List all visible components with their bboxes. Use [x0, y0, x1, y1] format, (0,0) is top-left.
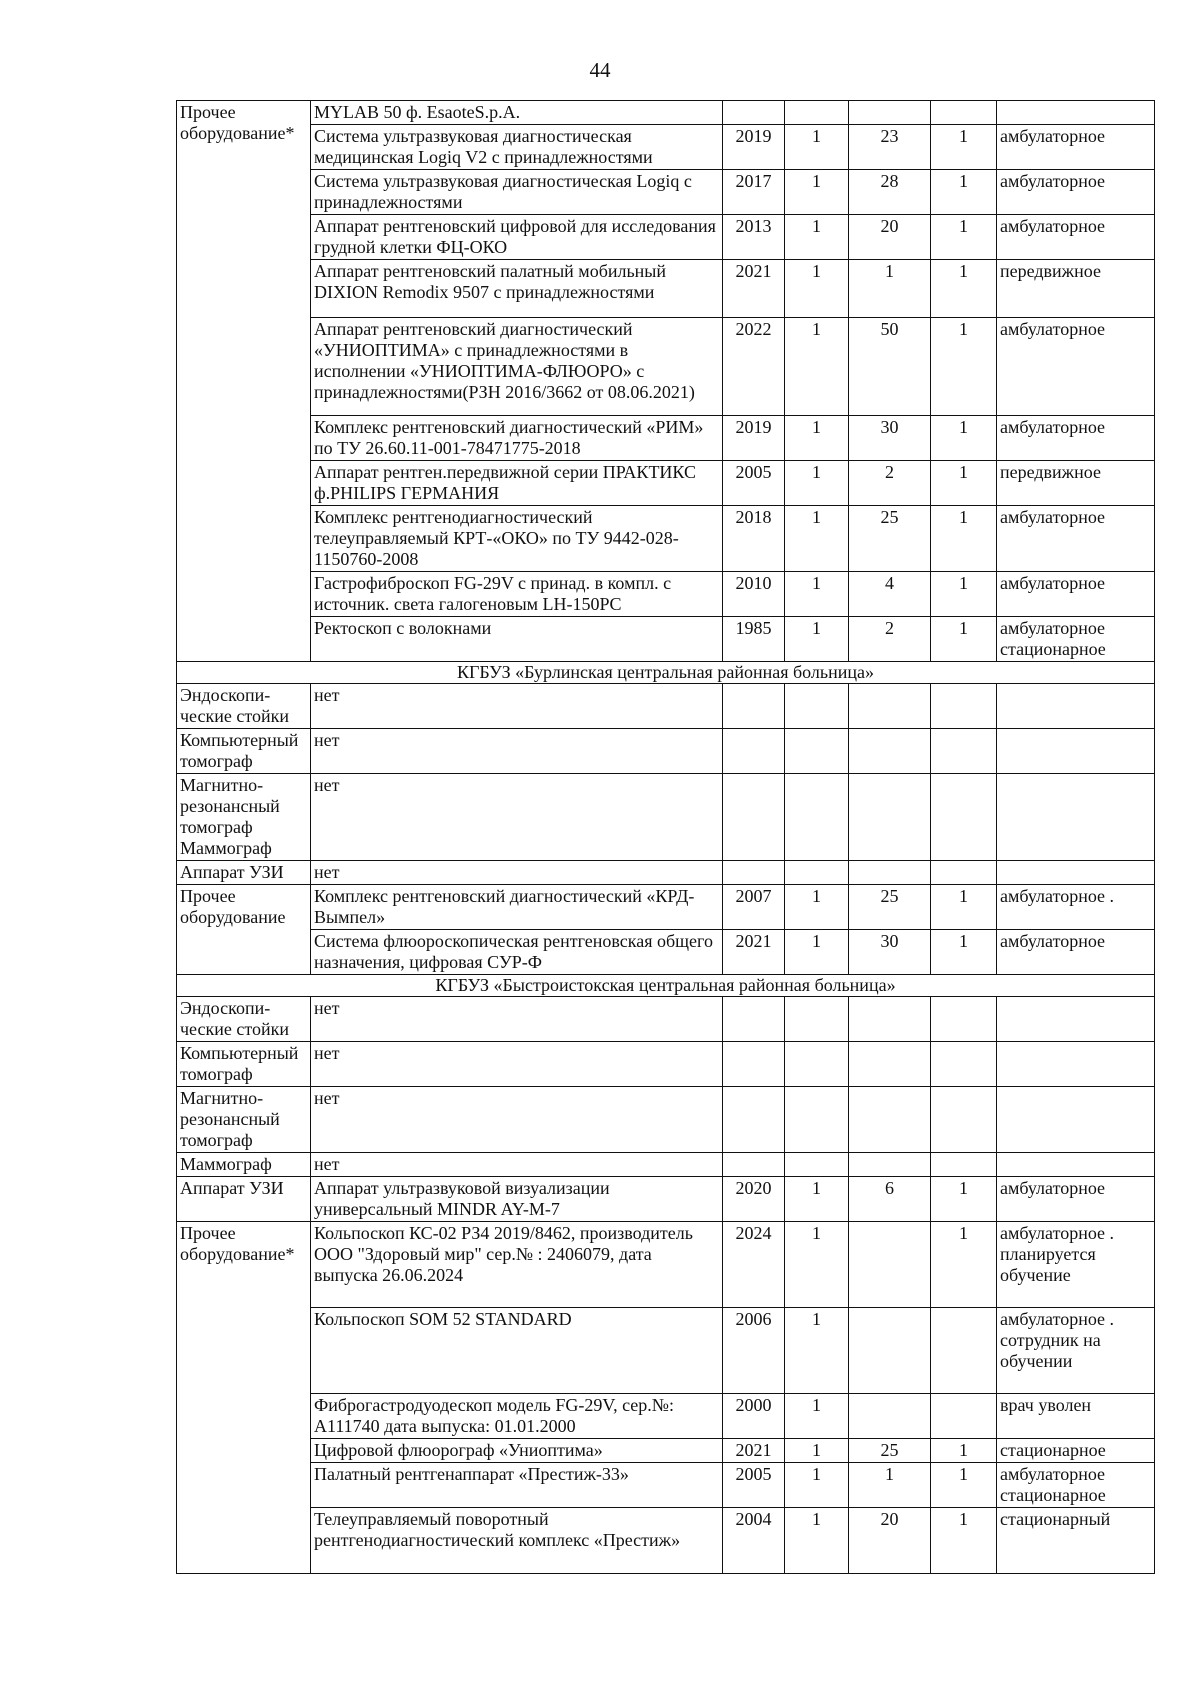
item-usage: врач уволен [997, 1394, 1155, 1439]
item-year [723, 861, 785, 885]
item-name: Телеуправляемый поворотный рентгенодиагностический комплекс «Престиж» [311, 1508, 723, 1574]
item-name: нет [311, 1087, 723, 1153]
item-quantity [785, 861, 849, 885]
table-row [177, 997, 1155, 1042]
table-row [177, 617, 1155, 662]
item-load [849, 101, 931, 125]
item-working: 1 [931, 170, 997, 215]
category-cell: Маммограф [177, 1153, 311, 1177]
item-quantity: 1 [785, 318, 849, 416]
item-year [723, 684, 785, 729]
item-year [723, 774, 785, 861]
item-name: MYLAB 50 ф. EsaoteS.p.A. [311, 101, 723, 125]
item-year: 2010 [723, 572, 785, 617]
item-quantity: 1 [785, 1439, 849, 1463]
item-working [931, 1087, 997, 1153]
item-quantity [785, 1153, 849, 1177]
item-year: 2021 [723, 930, 785, 975]
item-usage [997, 861, 1155, 885]
section-header-row [177, 662, 1155, 684]
item-load: 25 [849, 885, 931, 930]
item-name: Аппарат рентген.передвижной серии ПРАКТИКС ф.PHILIPS ГЕРМАНИЯ [311, 461, 723, 506]
category-cell: Компьютерный томограф [177, 1042, 311, 1087]
item-load: 2 [849, 461, 931, 506]
item-year: 2020 [723, 1177, 785, 1222]
category-cell: Аппарат УЗИ [177, 861, 311, 885]
item-name: Ректоскоп с волокнами [311, 617, 723, 662]
item-load: 25 [849, 506, 931, 572]
item-quantity: 1 [785, 572, 849, 617]
item-working: 1 [931, 506, 997, 572]
item-usage: амбулаторное . сотрудник на обучении [997, 1308, 1155, 1394]
item-name: нет [311, 684, 723, 729]
table-row [177, 572, 1155, 617]
item-quantity [785, 684, 849, 729]
page-number: 44 [589, 58, 611, 82]
item-year: 2019 [723, 416, 785, 461]
item-load [849, 1308, 931, 1394]
item-load: 20 [849, 215, 931, 260]
item-quantity: 1 [785, 1463, 849, 1508]
table-row [177, 125, 1155, 170]
item-usage: амбулаторное стационарное [997, 617, 1155, 662]
table-row [177, 1177, 1155, 1222]
item-year: 2018 [723, 506, 785, 572]
item-quantity [785, 1087, 849, 1153]
item-year [723, 1153, 785, 1177]
section-title: КГБУЗ «Быстроистокская центральная районная больница» [177, 975, 1155, 997]
equipment-table [176, 100, 1155, 1574]
item-usage: амбулаторное [997, 170, 1155, 215]
item-working: 1 [931, 215, 997, 260]
table-row [177, 1087, 1155, 1153]
item-load [849, 1394, 931, 1439]
item-year [723, 1087, 785, 1153]
item-year: 2022 [723, 318, 785, 416]
table-row [177, 1222, 1155, 1308]
item-usage: амбулаторное [997, 125, 1155, 170]
item-year: 2005 [723, 1463, 785, 1508]
table-row [177, 1394, 1155, 1439]
item-working: 1 [931, 416, 997, 461]
item-quantity: 1 [785, 1308, 849, 1394]
section-title: КГБУЗ «Бурлинская центральная районная больница» [177, 662, 1155, 684]
item-quantity: 1 [785, 125, 849, 170]
item-name: нет [311, 861, 723, 885]
item-usage [997, 101, 1155, 125]
item-quantity: 1 [785, 506, 849, 572]
item-year: 2000 [723, 1394, 785, 1439]
item-year: 2006 [723, 1308, 785, 1394]
item-working: 1 [931, 125, 997, 170]
item-usage [997, 729, 1155, 774]
item-quantity [785, 997, 849, 1042]
item-load [849, 729, 931, 774]
table-row [177, 506, 1155, 572]
item-year: 2004 [723, 1508, 785, 1574]
item-usage [997, 997, 1155, 1042]
item-load: 30 [849, 416, 931, 461]
item-load: 30 [849, 930, 931, 975]
item-working: 1 [931, 1177, 997, 1222]
item-year: 2017 [723, 170, 785, 215]
item-working: 1 [931, 572, 997, 617]
item-working [931, 1042, 997, 1087]
item-name: Аппарат ультразвуковой визуализации универсальный MINDR AY-M-7 [311, 1177, 723, 1222]
item-name: нет [311, 1153, 723, 1177]
item-quantity: 1 [785, 617, 849, 662]
item-load: 20 [849, 1508, 931, 1574]
item-name: нет [311, 1042, 723, 1087]
item-working [931, 1394, 997, 1439]
table-row [177, 885, 1155, 930]
table-row [177, 1308, 1155, 1394]
item-name: Комплекс рентгеновский диагностический «РИМ» по ТУ 26.60.11-001-78471775-2018 [311, 416, 723, 461]
table-row [177, 729, 1155, 774]
item-load: 50 [849, 318, 931, 416]
item-year [723, 101, 785, 125]
item-year: 2019 [723, 125, 785, 170]
table-row [177, 260, 1155, 318]
item-working: 1 [931, 1222, 997, 1308]
item-name: Палатный рентгенаппарат «Престиж-33» [311, 1463, 723, 1508]
item-load: 1 [849, 1463, 931, 1508]
item-name: нет [311, 997, 723, 1042]
category-cell: Прочее оборудование* [177, 1222, 311, 1574]
table-row [177, 416, 1155, 461]
item-quantity: 1 [785, 461, 849, 506]
item-usage: амбулаторное [997, 416, 1155, 461]
item-name: Аппарат рентгеновский диагностический «УНИОПТИМА» с принадлежностями в исполнении «УНИОПТИМА-ФЛЮОРО» с принадлежностями(РЗН 2016/3662 от 08.06.2021) [311, 318, 723, 416]
item-working [931, 997, 997, 1042]
item-year [723, 1042, 785, 1087]
item-quantity: 1 [785, 1177, 849, 1222]
item-year: 2005 [723, 461, 785, 506]
table-row [177, 318, 1155, 416]
item-name: Цифровой флюорограф «Униоптима» [311, 1439, 723, 1463]
item-quantity [785, 101, 849, 125]
category-cell: Магнитно-резонансный томограф Маммограф [177, 774, 311, 861]
item-load [849, 1087, 931, 1153]
category-cell: Компьютерный томограф [177, 729, 311, 774]
item-load: 28 [849, 170, 931, 215]
item-usage [997, 774, 1155, 861]
item-usage [997, 684, 1155, 729]
item-load: 4 [849, 572, 931, 617]
item-load: 25 [849, 1439, 931, 1463]
item-name: Гастрофиброскоп FG-29V с принад. в компл. с источник. света галогеновым LH-150PC [311, 572, 723, 617]
item-usage: амбулаторное [997, 215, 1155, 260]
item-load [849, 997, 931, 1042]
table-row [177, 1463, 1155, 1508]
item-name: Комплекс рентгеновский диагностический «КРД-Вымпел» [311, 885, 723, 930]
category-cell: Прочее оборудование* [177, 101, 311, 662]
item-working [931, 1308, 997, 1394]
item-usage [997, 1087, 1155, 1153]
item-working: 1 [931, 1508, 997, 1574]
item-quantity: 1 [785, 215, 849, 260]
item-load: 2 [849, 617, 931, 662]
item-quantity [785, 774, 849, 861]
category-cell: Эндоскопи-ческие стойки [177, 684, 311, 729]
table-row [177, 461, 1155, 506]
item-usage: амбулаторное [997, 572, 1155, 617]
item-working: 1 [931, 260, 997, 318]
item-load: 23 [849, 125, 931, 170]
item-usage: стационарный [997, 1508, 1155, 1574]
item-name: нет [311, 729, 723, 774]
item-quantity: 1 [785, 170, 849, 215]
table-row [177, 101, 1155, 125]
item-usage [997, 1042, 1155, 1087]
table-row [177, 1153, 1155, 1177]
item-load [849, 861, 931, 885]
item-year: 2007 [723, 885, 785, 930]
item-quantity: 1 [785, 416, 849, 461]
item-usage: амбулаторное [997, 1177, 1155, 1222]
item-usage: амбулаторное . планируется обучение [997, 1222, 1155, 1308]
item-working [931, 101, 997, 125]
item-working [931, 774, 997, 861]
item-name: Система ультразвуковая диагностическая Logiq с принадлежностями [311, 170, 723, 215]
item-quantity [785, 1042, 849, 1087]
item-working: 1 [931, 1439, 997, 1463]
item-usage: амбулаторное [997, 318, 1155, 416]
item-year [723, 997, 785, 1042]
item-quantity: 1 [785, 1394, 849, 1439]
item-usage: передвижное [997, 461, 1155, 506]
item-usage: амбулаторное [997, 930, 1155, 975]
item-year [723, 729, 785, 774]
item-name: Комплекс рентгенодиагностический телеуправляемый КРТ-«ОКО» по ТУ 9442-028-1150760-2008 [311, 506, 723, 572]
table-row [177, 774, 1155, 861]
item-working: 1 [931, 930, 997, 975]
category-cell: Аппарат УЗИ [177, 1177, 311, 1222]
item-year: 2024 [723, 1222, 785, 1308]
item-working [931, 729, 997, 774]
item-quantity: 1 [785, 260, 849, 318]
item-quantity: 1 [785, 1508, 849, 1574]
item-year: 2021 [723, 1439, 785, 1463]
item-name: нет [311, 774, 723, 861]
category-cell: Прочее оборудование [177, 885, 311, 975]
table-row [177, 861, 1155, 885]
category-cell: Магнитно-резонансный томограф [177, 1087, 311, 1153]
table-row [177, 930, 1155, 975]
item-quantity: 1 [785, 1222, 849, 1308]
item-load: 6 [849, 1177, 931, 1222]
section-header-row [177, 975, 1155, 997]
item-usage: амбулаторное [997, 506, 1155, 572]
item-name: Аппарат рентгеновский палатный мобильный DIXION Remodix 9507 с принадлежностями [311, 260, 723, 318]
item-working: 1 [931, 1463, 997, 1508]
item-name: Аппарат рентгеновский цифровой для исследования грудной клетки ФЦ-ОКО [311, 215, 723, 260]
table-row [177, 1508, 1155, 1574]
item-load [849, 1153, 931, 1177]
item-load [849, 684, 931, 729]
item-usage: передвижное [997, 260, 1155, 318]
item-load: 1 [849, 260, 931, 318]
table-row [177, 1042, 1155, 1087]
item-year: 2013 [723, 215, 785, 260]
item-usage [997, 1153, 1155, 1177]
table-row [177, 684, 1155, 729]
item-quantity [785, 729, 849, 774]
item-usage: амбулаторное стационарное [997, 1463, 1155, 1508]
item-working: 1 [931, 461, 997, 506]
item-usage: амбулаторное . [997, 885, 1155, 930]
table-row [177, 170, 1155, 215]
table-row [177, 1439, 1155, 1463]
item-year: 2021 [723, 260, 785, 318]
item-quantity: 1 [785, 885, 849, 930]
item-load [849, 1042, 931, 1087]
item-year: 1985 [723, 617, 785, 662]
item-name: Система флюороскопическая рентгеновская общего назначения, цифровая СУР-Ф [311, 930, 723, 975]
item-name: Кольпоскоп КС-02 РЗ4 2019/8462, производитель ООО "Здоровый мир" сер.№ : 2406079, дата выпуска 26.06.2024 [311, 1222, 723, 1308]
item-working: 1 [931, 617, 997, 662]
item-working [931, 861, 997, 885]
table-row [177, 215, 1155, 260]
item-load [849, 1222, 931, 1308]
category-cell: Эндоскопи-ческие стойки [177, 997, 311, 1042]
item-load [849, 774, 931, 861]
item-usage: стационарное [997, 1439, 1155, 1463]
item-working [931, 1153, 997, 1177]
item-working: 1 [931, 318, 997, 416]
item-working: 1 [931, 885, 997, 930]
item-quantity: 1 [785, 930, 849, 975]
item-name: Система ультразвуковая диагностическая медицинская Logiq V2 с принадлежностями [311, 125, 723, 170]
item-working [931, 684, 997, 729]
item-name: Фиброгастродуодескоп модель FG-29V, сер.№: A111740 дата выпуска: 01.01.2000 [311, 1394, 723, 1439]
item-name: Кольпоскоп SOM 52 STANDARD [311, 1308, 723, 1394]
